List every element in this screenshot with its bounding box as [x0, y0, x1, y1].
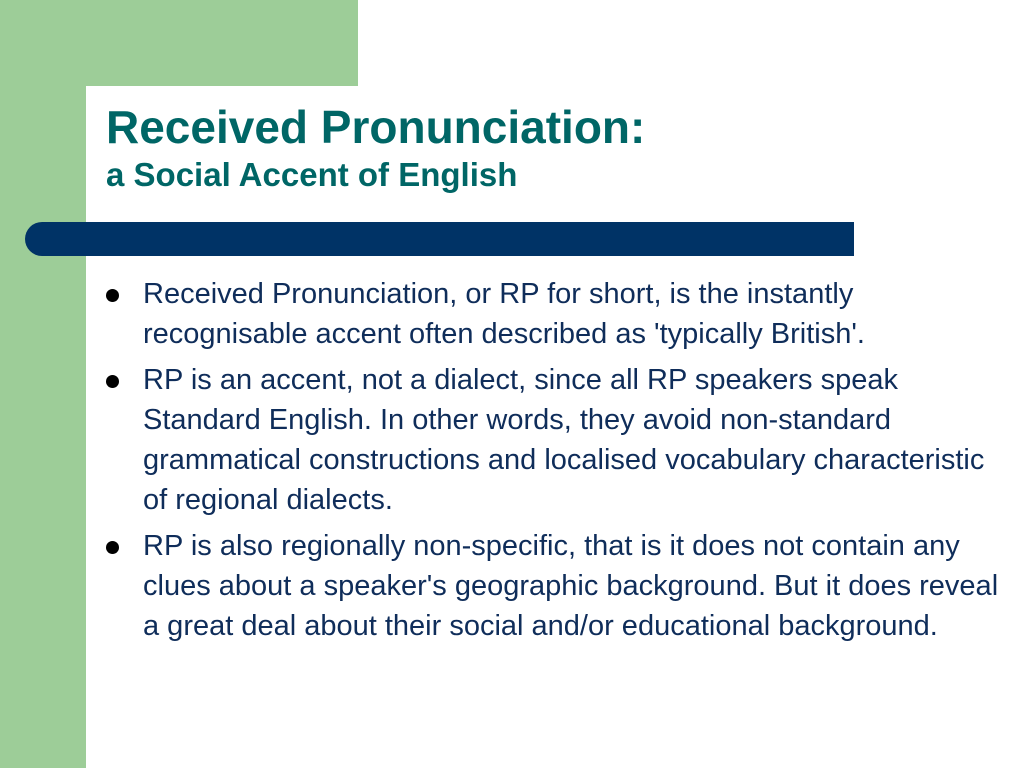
bullet-item [106, 360, 1006, 520]
slide-title: Received Pronunciation: [106, 101, 646, 153]
bullet-dot-icon [106, 541, 119, 554]
slide-subtitle: a Social Accent of English [106, 156, 518, 193]
slide-title-block [106, 101, 926, 193]
bullet-item [106, 526, 1006, 646]
bullet-text: RP is an accent, not a dialect, since all RP speakers speak Standard English. In other words, they avoid non-standard grammatical constructions and localised vocabulary characteristic of regional dialects. [143, 364, 985, 516]
green-top-decoration [0, 0, 358, 86]
bullet-text: RP is also regionally non-specific, that is it does not contain any clues about a speaker's geographic background. But it does reveal a great deal about their social and/or educational background. [143, 530, 999, 642]
bullet-dot-icon [106, 289, 119, 302]
green-sidebar-decoration [0, 0, 86, 768]
bullet-text: Received Pronunciation, or RP for short, is the instantly recognisable accent often described as 'typically British'. [143, 278, 865, 350]
title-divider-bar [25, 222, 854, 256]
bullet-dot-icon [106, 375, 119, 388]
bullet-item [106, 274, 1006, 354]
bullet-list [106, 274, 1006, 652]
